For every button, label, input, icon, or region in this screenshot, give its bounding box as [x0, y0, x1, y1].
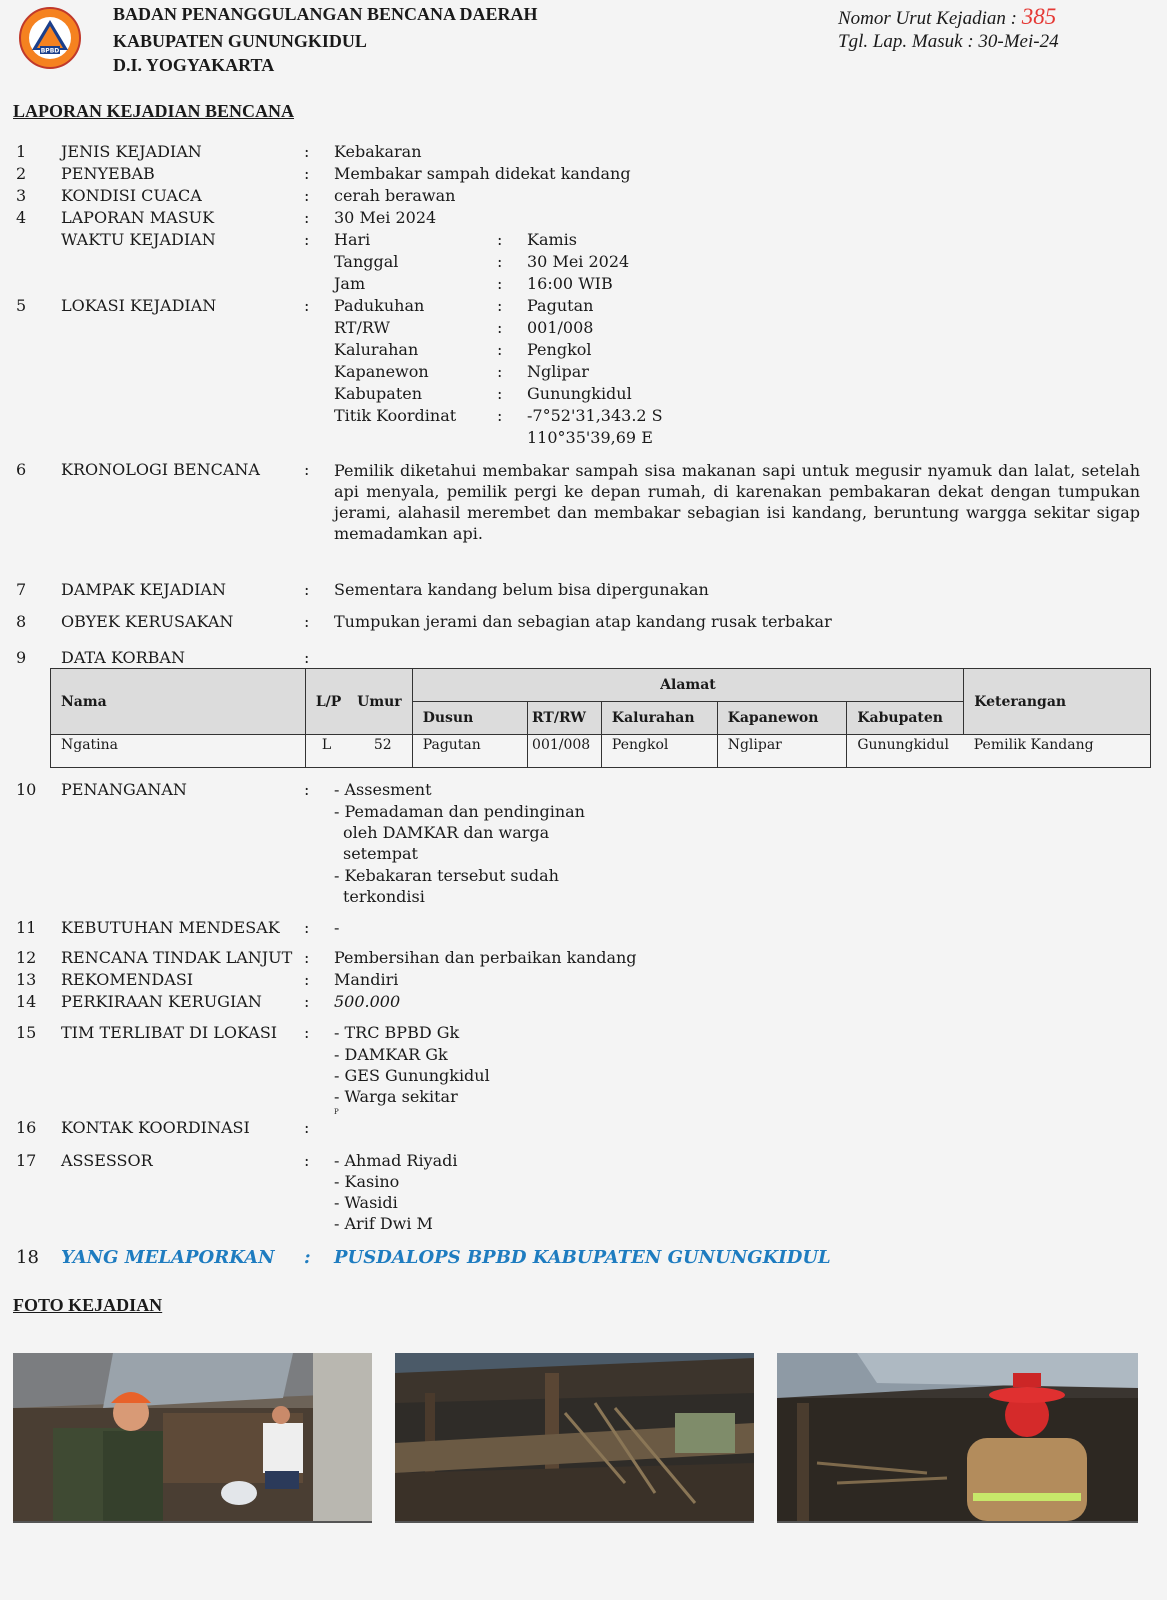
value-kebutuhan-mendesak: - [334, 918, 340, 937]
value-penanganan-1: - Assesment [334, 780, 432, 799]
colon: : [304, 918, 310, 937]
th-nama: Nama [51, 669, 306, 735]
sublabel-titik-koordinat: Titik Koordinat [334, 406, 457, 425]
label-perkiraan-kerugian: PERKIRAAN KERUGIAN [61, 992, 262, 1011]
item-number: 12 [16, 948, 37, 967]
incident-photo-1 [13, 1353, 372, 1523]
value-penanganan-3: oleh DAMKAR dan warga [343, 823, 550, 842]
colon: : [304, 648, 310, 667]
cell-lp: L [305, 735, 355, 768]
value-padukuhan: Pagutan [527, 296, 594, 315]
org-name-line1: BADAN PENANGGULANGAN BENCANA DAERAH [113, 4, 538, 24]
th-kalurahan: Kalurahan [601, 702, 717, 735]
colon: : [304, 208, 310, 227]
item-number: 6 [16, 460, 27, 479]
label-data-korban: DATA KORBAN [61, 648, 185, 667]
colon: : [304, 1247, 311, 1268]
label-jenis-kejadian: JENIS KEJADIAN [61, 142, 202, 161]
value-penanganan-4: setempat [343, 844, 418, 863]
item-number: 16 [16, 1118, 37, 1137]
colon: : [304, 580, 310, 599]
item-number: 4 [16, 208, 27, 227]
value-jam: 16:00 WIB [527, 274, 613, 293]
colon: : [304, 142, 310, 161]
item-number: 9 [16, 648, 27, 667]
label-lokasi-kejadian: LOKASI KEJADIAN [61, 296, 217, 315]
label-penanganan: PENANGANAN [61, 780, 187, 799]
value-jenis-kejadian: Kebakaran [334, 142, 422, 161]
th-alamat: Alamat [412, 669, 964, 702]
colon: : [304, 992, 310, 1011]
value-kronologi: Pemilik diketahui membakar sampah sisa makanan sapi untuk megusir nyamuk dan lalat, setelah api menyala, pemilik pergi ke depan rumah, di karenakan pembakaran dekat dengan tumpukan jerami, alahasil merembet dan membakar sebagian isi kandang, beruntung wargga sekitar sigap memadamkan api. [334, 461, 1140, 543]
label-tim-terlibat: TIM TERLIBAT DI LOKASI [61, 1023, 278, 1042]
value-assessor-4: - Arif Dwi M [334, 1214, 433, 1233]
colon: : [304, 296, 310, 315]
value-perkiraan-kerugian: 500.000 [334, 992, 401, 1011]
cell-kapanewon: Nglipar [717, 735, 847, 768]
colon: : [497, 318, 503, 337]
logo-badge: BPBD [40, 47, 60, 55]
item-number: 13 [16, 970, 37, 989]
nomor-urut-value: 385 [1021, 4, 1057, 29]
th-dusun: Dusun [412, 702, 527, 735]
colon: : [304, 1151, 310, 1170]
org-name-line2: KABUPATEN GUNUNGKIDUL [113, 31, 367, 51]
colon: : [304, 460, 310, 479]
item-number: 5 [16, 296, 27, 315]
foto-title: FOTO KEJADIAN [13, 1295, 163, 1315]
label-kondisi-cuaca: KONDISI CUACA [61, 186, 202, 205]
item-number: 1 [16, 142, 27, 161]
value-assessor-3: - Wasidi [334, 1193, 398, 1212]
colon: : [304, 230, 310, 249]
value-laporan-masuk: 30 Mei 2024 [334, 208, 437, 227]
value-tim-2: - DAMKAR Gk [334, 1045, 448, 1064]
table-row [51, 735, 1151, 768]
value-obyek-kerusakan: Tumpukan jerami dan sebagian atap kandang rusak terbakar [334, 612, 832, 631]
nomor-urut [838, 4, 1056, 30]
item-number: 15 [16, 1023, 37, 1042]
th-kabupaten: Kabupaten [847, 702, 964, 735]
sublabel-padukuhan: Padukuhan [334, 296, 425, 315]
label-kronologi: KRONOLOGI BENCANA [61, 460, 260, 479]
cell-rtrw: 001/008 [528, 735, 602, 768]
sublabel-kapanewon: Kapanewon [334, 362, 429, 381]
sublabel-kalurahan: Kalurahan [334, 340, 419, 359]
cell-kalurahan: Pengkol [601, 735, 717, 768]
label-kebutuhan-mendesak: KEBUTUHAN MENDESAK [61, 918, 280, 937]
value-penanganan-6: terkondisi [343, 887, 425, 906]
sublabel-rtrw: RT/RW [334, 318, 390, 337]
org-name-line3: D.I. YOGYAKARTA [113, 55, 275, 75]
item-number: 2 [16, 164, 27, 183]
sublabel-jam: Jam [334, 274, 366, 293]
cell-dusun: Pagutan [412, 735, 527, 768]
value-kondisi-cuaca: cerah berawan [334, 186, 456, 205]
label-waktu-kejadian: WAKTU KEJADIAN [61, 230, 216, 249]
item-number: 17 [16, 1151, 37, 1170]
label-laporan-masuk: LAPORAN MASUK [61, 208, 215, 227]
value-penanganan-5: - Kebakaran tersebut sudah [334, 866, 559, 885]
value-assessor-2: - Kasino [334, 1172, 400, 1191]
cell-kabupaten: Gunungkidul [847, 735, 964, 768]
label-rencana-tindak-lanjut: RENCANA TINDAK LANJUT [61, 948, 293, 967]
value-rencana-tindak-lanjut: Pembersihan dan perbaikan kandang [334, 948, 637, 967]
colon: : [304, 164, 310, 183]
value-tim-1: - TRC BPBD Gk [334, 1023, 460, 1042]
colon: : [304, 970, 310, 989]
item-number: 3 [16, 186, 27, 205]
label-rekomendasi: REKOMENDASI [61, 970, 194, 989]
bpbd-logo [18, 6, 82, 70]
sublabel-kabupaten: Kabupaten [334, 384, 423, 403]
value-koordinat-lat: -7°52'31,343.2 S [527, 406, 663, 425]
value-tim-5: P [334, 1108, 339, 1116]
colon: : [497, 406, 503, 425]
colon: : [497, 340, 503, 359]
th-lp: L/P [305, 669, 355, 735]
colon: : [497, 252, 503, 271]
th-keterangan: Keterangan [964, 669, 1151, 735]
th-umur: Umur [355, 669, 412, 735]
value-yang-melaporkan: PUSDALOPS BPBD KABUPATEN GUNUNGKIDUL [334, 1247, 831, 1268]
item-number: 10 [16, 780, 37, 799]
sublabel-hari: Hari [334, 230, 371, 249]
value-dampak-kejadian: Sementara kandang belum bisa dipergunakan [334, 580, 709, 599]
value-rtrw: 001/008 [527, 318, 594, 337]
colon: : [497, 296, 503, 315]
value-kalurahan: Pengkol [527, 340, 592, 359]
sublabel-tanggal: Tanggal [334, 252, 399, 271]
value-rekomendasi: Mandiri [334, 970, 399, 989]
colon: : [304, 948, 310, 967]
incident-photo-2 [395, 1353, 754, 1523]
colon: : [497, 230, 503, 249]
tgl-lap-masuk: Tgl. Lap. Masuk : 30-Mei-24 [838, 31, 1059, 52]
cell-nama: Ngatina [51, 735, 306, 768]
colon: : [497, 384, 503, 403]
incident-photo-3 [777, 1353, 1138, 1523]
item-number: 18 [16, 1247, 39, 1268]
item-number: 11 [16, 918, 37, 937]
report-title: LAPORAN KEJADIAN BENCANA [13, 101, 295, 121]
nomor-urut-label: Nomor Urut Kejadian : [838, 8, 1017, 29]
value-tim-3: - GES Gunungkidul [334, 1066, 490, 1085]
colon: : [304, 186, 310, 205]
value-penanganan-2: - Pemadaman dan pendinginan [334, 802, 585, 821]
value-hari: Kamis [527, 230, 577, 249]
value-assessor-1: - Ahmad Riyadi [334, 1151, 458, 1170]
korban-table [50, 668, 1151, 768]
value-kapanewon: Nglipar [527, 362, 589, 381]
item-number: 7 [16, 580, 27, 599]
item-number: 14 [16, 992, 37, 1011]
label-yang-melaporkan: YANG MELAPORKAN [61, 1247, 275, 1268]
value-koordinat-lon: 110°35'39,69 E [527, 428, 653, 447]
cell-keterangan: Pemilik Kandang [964, 735, 1151, 768]
colon: : [304, 612, 310, 631]
colon: : [497, 274, 503, 293]
label-penyebab: PENYEBAB [61, 164, 155, 183]
colon: : [304, 780, 310, 799]
th-kapanewon: Kapanewon [717, 702, 847, 735]
value-kabupaten: Gunungkidul [527, 384, 632, 403]
colon: : [304, 1118, 310, 1137]
value-tim-4: - Warga sekitar [334, 1087, 458, 1106]
colon: : [497, 362, 503, 381]
th-rtrw: RT/RW [528, 702, 602, 735]
colon: : [304, 1023, 310, 1042]
label-kontak-koordinasi: KONTAK KOORDINASI [61, 1118, 250, 1137]
cell-umur: 52 [355, 735, 412, 768]
value-tanggal: 30 Mei 2024 [527, 252, 630, 271]
label-assessor: ASSESSOR [61, 1151, 153, 1170]
label-obyek-kerusakan: OBYEK KERUSAKAN [61, 612, 234, 631]
label-dampak-kejadian: DAMPAK KEJADIAN [61, 580, 226, 599]
item-number: 8 [16, 612, 27, 631]
value-penyebab: Membakar sampah didekat kandang [334, 164, 631, 183]
